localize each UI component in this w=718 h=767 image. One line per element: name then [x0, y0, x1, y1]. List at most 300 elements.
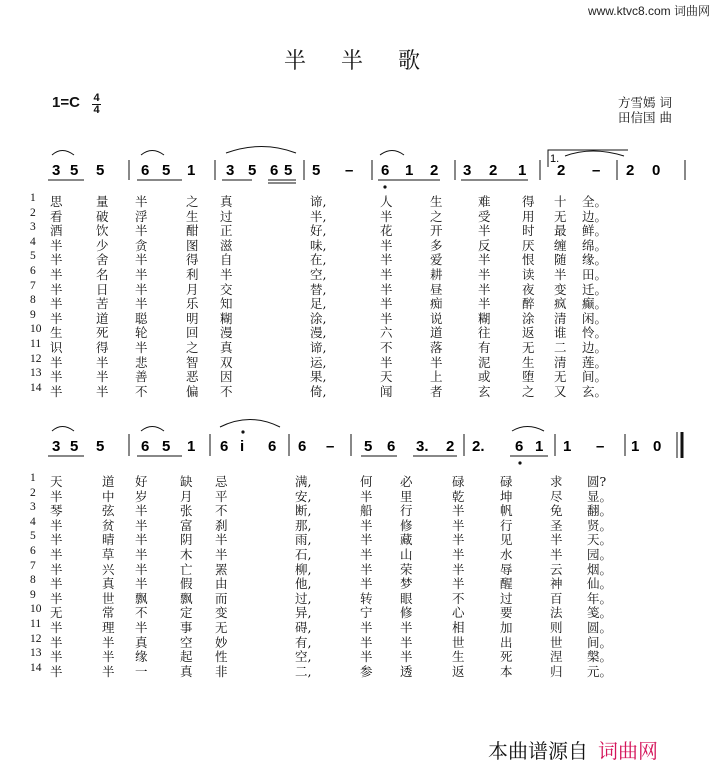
lyric-char: 半 [50, 576, 63, 592]
lyric-char: 真 [220, 194, 233, 209]
lyric-char: 半 [380, 208, 393, 224]
lyric-char: 半 [430, 354, 443, 370]
lyric-char: 随 [554, 252, 567, 268]
lyric-char: 半 [478, 267, 491, 282]
verse-number: 13 [30, 647, 42, 660]
lyric-char: 生 [186, 208, 199, 224]
lyric-char: 半 [360, 561, 373, 577]
lyric-char: 知 [220, 296, 233, 312]
verse-number: 11 [30, 338, 42, 350]
lyric-char: 仙。 [587, 576, 613, 592]
lyric-char: 真 [180, 663, 193, 679]
lyric-char: 糊 [478, 310, 491, 326]
lyric-char: 半 [135, 620, 148, 635]
verse-number: 9 [30, 588, 36, 601]
lyric-char: 贪 [135, 237, 148, 253]
lyric-char: 正 [220, 223, 233, 239]
lyric-char: 有 [478, 340, 491, 355]
lyric-char: 十 [554, 194, 567, 209]
lyric-char: 恨 [522, 252, 535, 268]
lyric-char: 半 [135, 532, 148, 548]
lyric-char: 悲 [135, 354, 148, 370]
lyric-char: 法 [550, 605, 563, 621]
verse-number: 12 [30, 352, 42, 365]
lyric-char: 边。 [582, 340, 608, 355]
lyric-char: 不 [380, 340, 393, 355]
lyric-char: 量 [96, 194, 109, 209]
note: 5 [364, 438, 373, 455]
volta-label: 1. [550, 153, 560, 165]
lyric-char: 不 [220, 383, 233, 399]
lyric-char: 平 [215, 488, 228, 504]
lyric-char: 加 [500, 620, 513, 635]
lyric-char: 乐 [186, 296, 199, 312]
lyric-char: 人 [380, 194, 393, 209]
lyric-char: 梦 [400, 576, 413, 592]
lyric-char: 理 [102, 620, 115, 635]
lyric-char: 玄。 [582, 383, 608, 399]
lyric-char: 癫。 [582, 296, 608, 312]
lyric-char: 则 [550, 620, 563, 635]
lyric-char: 尽 [550, 488, 563, 504]
lyric-char: 堕 [522, 369, 535, 385]
lyric-char: 坤 [500, 488, 513, 504]
lyric-char: 断, [295, 503, 312, 519]
lyric-char: 半 [452, 532, 465, 548]
lyric-char: 半 [360, 517, 373, 533]
lyric-char: 痴 [430, 296, 443, 312]
lyric-char: 涅 [550, 649, 563, 665]
verse-number: 4 [30, 515, 36, 528]
lyric-char: 半 [550, 547, 563, 562]
lyric-char: 半 [50, 296, 63, 312]
note: 5 [248, 162, 257, 179]
note: 2. [472, 438, 485, 455]
note: 1 [631, 438, 640, 455]
verse-number: 13 [30, 367, 42, 380]
lyric-char: 碍, [295, 620, 312, 635]
lyric-char: 半 [380, 310, 393, 326]
lyric-char: 乾 [452, 488, 465, 504]
lyric-char: 罴 [215, 561, 228, 577]
note: 1 [187, 162, 196, 179]
lyric-char: 何 [360, 474, 373, 489]
lyric-char: 行 [400, 503, 413, 519]
lyric-char: 怜。 [582, 325, 608, 341]
lyric-char: 有, [295, 634, 312, 650]
lyric-char: 半 [452, 547, 465, 562]
lyric-char: 恶 [186, 369, 199, 385]
lyric-char: 船 [360, 503, 373, 519]
lyric-char: 碌 [452, 474, 465, 489]
lyric-char: 酣 [186, 223, 199, 239]
lyric-char: 闻 [380, 383, 393, 399]
lyric-char: 半 [135, 194, 148, 209]
lyric-char: 智 [186, 354, 199, 370]
note: 6 [387, 438, 396, 455]
lyric-char: 透 [400, 663, 413, 679]
lyric-char: 过, [295, 590, 312, 606]
site-url: www.ktvc8.com 词曲网 [587, 4, 710, 18]
lyric-char: 中 [102, 488, 115, 504]
lyric-char: 涂 [522, 310, 535, 326]
lyric-char: 饮 [96, 223, 109, 239]
lyric-char: 过 [220, 208, 233, 224]
lyric-char: 半 [135, 576, 148, 592]
lyric-char: 破 [96, 208, 109, 224]
verse-number: 8 [30, 294, 36, 307]
song-title: 半 半 歌 [284, 49, 434, 74]
lyric-char: 生 [452, 649, 465, 665]
verse-number: 3 [30, 501, 36, 514]
lyric-char: 半 [50, 547, 63, 562]
lyric-char: 图 [186, 237, 199, 253]
lyric-char: 不 [452, 590, 465, 606]
lyric-char: 漫, [310, 325, 327, 341]
lyric-char: 半 [50, 369, 63, 385]
lyric-char: 那, [295, 517, 312, 533]
lyric-char: 最 [554, 223, 567, 239]
lyric-char: 真 [102, 576, 115, 592]
lyric-char: 缺 [180, 474, 193, 489]
lyric-char: 漫 [220, 325, 233, 341]
lyric-char: 醒 [500, 576, 513, 592]
lyric-char: 心 [452, 605, 465, 621]
verse-number: 7 [30, 559, 36, 572]
time-signature-bottom: 4 [93, 104, 100, 116]
lyric-char: 回 [186, 325, 199, 341]
lyric-char: 翻。 [587, 503, 613, 519]
lyric-char: 百 [550, 590, 563, 606]
verse-number: 10 [30, 323, 42, 336]
lyric-char: 上 [430, 369, 443, 385]
lyric-char: 明 [186, 310, 199, 326]
note: 1 [535, 438, 544, 455]
verse-number: 6 [30, 545, 36, 557]
footer-brand[interactable]: 词曲网 [598, 739, 658, 763]
lyric-char: 名 [96, 267, 109, 282]
lyric-char: 亡 [180, 561, 193, 577]
lyric-char: 半 [400, 634, 413, 650]
verse-number: 1 [30, 472, 36, 484]
lyric-char: 读 [522, 267, 535, 282]
lyric-char: 烟。 [587, 561, 613, 577]
lyric-char: 碌 [500, 474, 513, 489]
lyric-char: 修 [400, 517, 413, 533]
lyric-char: 岁 [135, 488, 148, 504]
lyric-char: 半 [452, 517, 465, 533]
lyric-char: 真 [220, 340, 233, 355]
lyric-char: 刹 [215, 517, 228, 533]
lyric-char: 莲。 [582, 354, 608, 370]
lyric-char: 本 [500, 663, 513, 679]
lyric-char: 一 [135, 663, 148, 679]
lyric-char: 满, [295, 474, 312, 489]
verse-number: 2 [30, 206, 36, 219]
lyric-char: 糊 [220, 310, 233, 326]
lyric-char: 难 [478, 194, 491, 209]
time-signature-top: 4 [93, 92, 100, 104]
lyric-char: 眼 [400, 590, 413, 606]
lyric-char: 世 [452, 634, 465, 650]
lyric-char: 阴 [180, 532, 193, 548]
note: 6 [141, 162, 150, 179]
lyric-char: 由 [215, 576, 228, 592]
note: 3 [52, 162, 61, 179]
lyric-char: 变 [215, 605, 228, 621]
lyric-char: 泥 [478, 354, 491, 370]
verse-number: 14 [30, 381, 42, 394]
note: 6 [220, 438, 229, 455]
lyric-char: 生 [522, 354, 535, 370]
note: – [345, 162, 354, 179]
lyric-char: 飘 [135, 590, 148, 606]
lyric-char: 半 [50, 590, 63, 606]
lyric-char: 半 [360, 547, 373, 562]
verse-number: 3 [30, 221, 36, 234]
lyric-char: 受 [478, 208, 491, 224]
lyric-char: 田。 [582, 267, 608, 282]
lyric-char: 滋 [220, 237, 233, 253]
lyric-char: 半 [380, 237, 393, 253]
lyric-char: 不 [135, 605, 148, 621]
lyric-char: 琴 [50, 503, 63, 519]
lyric-char: 半 [102, 649, 115, 665]
lyric-char: 半 [50, 663, 63, 679]
lyric-char: 半 [135, 517, 148, 533]
note: 5 [70, 162, 79, 179]
lyric-char: 非 [215, 663, 228, 679]
note: 5 [162, 438, 171, 455]
lyric-char: 弦 [102, 503, 115, 519]
lyric-char: 半 [380, 354, 393, 370]
lyric-char: 半 [360, 488, 373, 504]
lyric-char: 半 [135, 503, 148, 519]
lyric-char: 里 [400, 488, 413, 504]
verse-number: 6 [30, 265, 36, 277]
lyric-char: 爱 [430, 252, 443, 268]
lyric-char: 修 [400, 605, 413, 621]
lyric-char: 半 [215, 547, 228, 562]
lyric-char: 说 [430, 310, 443, 326]
lyric-char: 半 [50, 281, 63, 297]
lyric-char: 半 [360, 649, 373, 665]
lyric-char: 求 [550, 474, 563, 489]
lyric-char: 起 [180, 649, 193, 665]
lyric-char: 好, [310, 223, 327, 239]
lyric-char: 天。 [587, 532, 613, 548]
lyric-char: 迁。 [582, 281, 608, 297]
lyric-char: 之 [186, 340, 199, 355]
note: 3 [463, 162, 472, 179]
lyric-char: 善 [135, 369, 148, 385]
lyric-char: 空, [310, 267, 327, 282]
lyric-char: 半 [96, 383, 109, 399]
lyric-char: 事 [180, 620, 193, 635]
lyric-char: 年。 [587, 590, 613, 606]
lyric-char: 运, [310, 354, 327, 370]
lyric-char: 之 [430, 208, 443, 224]
lyric-char: 园。 [587, 547, 613, 562]
lyric-char: 谁 [554, 325, 567, 341]
lyric-char: 生 [430, 194, 443, 209]
lyric-char: 半 [554, 267, 567, 282]
lyric-char: 死 [96, 325, 109, 341]
lyric-char: 浮 [135, 208, 148, 224]
lyric-char: 半 [50, 383, 63, 399]
lyric-char: 半 [50, 620, 63, 635]
lyric-char: 缘 [135, 649, 148, 665]
lyric-char: 半 [135, 223, 148, 239]
lyric-char: 酒 [50, 223, 63, 239]
lyric-char: 贤。 [587, 517, 613, 533]
lyric-char: 好 [135, 474, 148, 489]
lyric-char: 识 [50, 340, 63, 355]
lyric-char: 半 [135, 561, 148, 577]
lyric-char: 圆。 [587, 620, 613, 635]
lyric-char: 醉 [522, 296, 535, 312]
note: 6 [298, 438, 307, 455]
lyrics-block-2 [0, 472, 718, 687]
lyric-char: 间。 [587, 634, 613, 650]
lyric-char: 半 [50, 354, 63, 370]
lyric-char: 半 [360, 576, 373, 592]
lyric-char: 半 [50, 252, 63, 268]
lyric-char: 半 [380, 267, 393, 282]
lyric-char: 返 [522, 325, 535, 341]
note: 6 [141, 438, 150, 455]
lyric-char: 道 [102, 474, 115, 489]
lyric-char: 水 [500, 547, 513, 562]
note: 3 [52, 438, 61, 455]
lyric-char: 半 [478, 281, 491, 297]
lyric-char: 二 [554, 340, 567, 355]
lyric-char: 半 [50, 488, 63, 504]
lyric-char: 无 [215, 620, 228, 635]
lyric-char: 假 [180, 576, 193, 592]
lyric-char: 半 [102, 634, 115, 650]
lyric-char: 死 [500, 649, 513, 665]
lyric-char: 归 [550, 663, 563, 679]
lyric-char: 半 [452, 576, 465, 592]
lyric-char: 替, [310, 281, 327, 297]
verse-number: 7 [30, 279, 36, 292]
lyric-char: 半 [360, 620, 373, 635]
lyric-char: 生 [50, 325, 63, 341]
lyric-char: 半 [452, 503, 465, 519]
lyric-char: 聪 [135, 310, 148, 326]
lyric-char: 玄 [478, 383, 491, 399]
lyric-char: 昼 [430, 281, 443, 297]
lyric-char: 贫 [102, 517, 115, 533]
lyric-char: 半, [310, 208, 327, 224]
lyric-char: 世 [102, 590, 115, 606]
lyric-char: 果, [310, 369, 327, 385]
lyric-char: 过 [500, 590, 513, 606]
lyric-char: 闲。 [582, 310, 608, 326]
lyric-char: 忌 [215, 474, 228, 489]
lyric-char: 绵。 [582, 237, 608, 253]
footer-source [488, 735, 658, 764]
note: 3. [416, 438, 429, 455]
verse-number: 5 [30, 250, 36, 263]
lyric-char: 时 [522, 223, 535, 239]
lyric-char: 云 [550, 561, 563, 577]
lyric-char: 无 [522, 340, 535, 355]
lyric-char: 不 [135, 383, 148, 399]
lyric-char: 辱 [500, 561, 513, 577]
note: 6 [515, 438, 524, 455]
lyric-char: 飘 [180, 590, 193, 606]
lyricist-credit: 方雪嫣 词 [618, 95, 672, 110]
lyric-char: 定 [180, 605, 193, 621]
lyric-char: 鲜。 [582, 223, 608, 239]
lyric-char: 涂, [310, 310, 327, 326]
lyric-char: 谛, [310, 194, 327, 209]
lyric-char: 相 [452, 620, 465, 635]
lyric-char: 利 [186, 267, 199, 282]
lyric-char: 双 [220, 354, 233, 370]
lyric-char: 因 [220, 369, 233, 385]
note: – [596, 438, 605, 455]
verse-number: 12 [30, 632, 42, 645]
lyric-char: 半 [50, 649, 63, 665]
lyric-char: 轮 [135, 325, 148, 341]
lyric-char: 间。 [582, 369, 608, 385]
lyric-char: 半 [50, 517, 63, 533]
note: 3 [226, 162, 235, 179]
lyric-char: 半 [135, 252, 148, 268]
lyric-char: 山 [400, 547, 413, 562]
lyric-char: 半 [360, 634, 373, 650]
lyric-char: 荣 [400, 561, 413, 577]
lyric-char: 道 [430, 325, 443, 341]
lyric-char: 圣 [550, 517, 563, 533]
note: 5 [312, 162, 321, 179]
lyric-char: 草 [102, 547, 115, 562]
composer-credit: 田信国 曲 [618, 110, 672, 125]
lyric-char: 交 [220, 281, 233, 297]
lyric-char: 返 [452, 663, 465, 679]
verse-number: 4 [30, 235, 36, 248]
footer-text: 本曲谱源自 [488, 739, 588, 763]
lyric-char: 变 [554, 281, 567, 297]
lyric-char: 二, [295, 663, 312, 679]
lyric-char: 得 [522, 194, 535, 209]
lyric-char: 道 [96, 310, 109, 326]
lyric-char: 多 [430, 237, 443, 253]
lyric-char: 用 [522, 208, 535, 224]
lyric-char: 显。 [587, 488, 613, 504]
lyric-char: 得 [186, 252, 199, 268]
lyric-char: 日 [96, 281, 109, 297]
lyric-char: 兴 [102, 561, 115, 577]
lyric-char: 少 [96, 237, 109, 253]
lyric-char: 槃。 [587, 649, 613, 665]
lyric-char: 柳, [295, 561, 312, 577]
lyric-char: 木 [180, 547, 193, 562]
lyric-char: 天 [380, 369, 393, 385]
lyric-char: 全。 [582, 194, 608, 209]
lyric-char: 看 [50, 208, 63, 224]
lyric-char: 半 [135, 296, 148, 312]
note: 5 [162, 162, 171, 179]
note: 2 [446, 438, 455, 455]
lyric-char: 性 [215, 649, 228, 665]
lyric-char: 半 [135, 340, 148, 355]
verse-number: 14 [30, 661, 42, 674]
lyric-char: 夜 [522, 281, 535, 297]
